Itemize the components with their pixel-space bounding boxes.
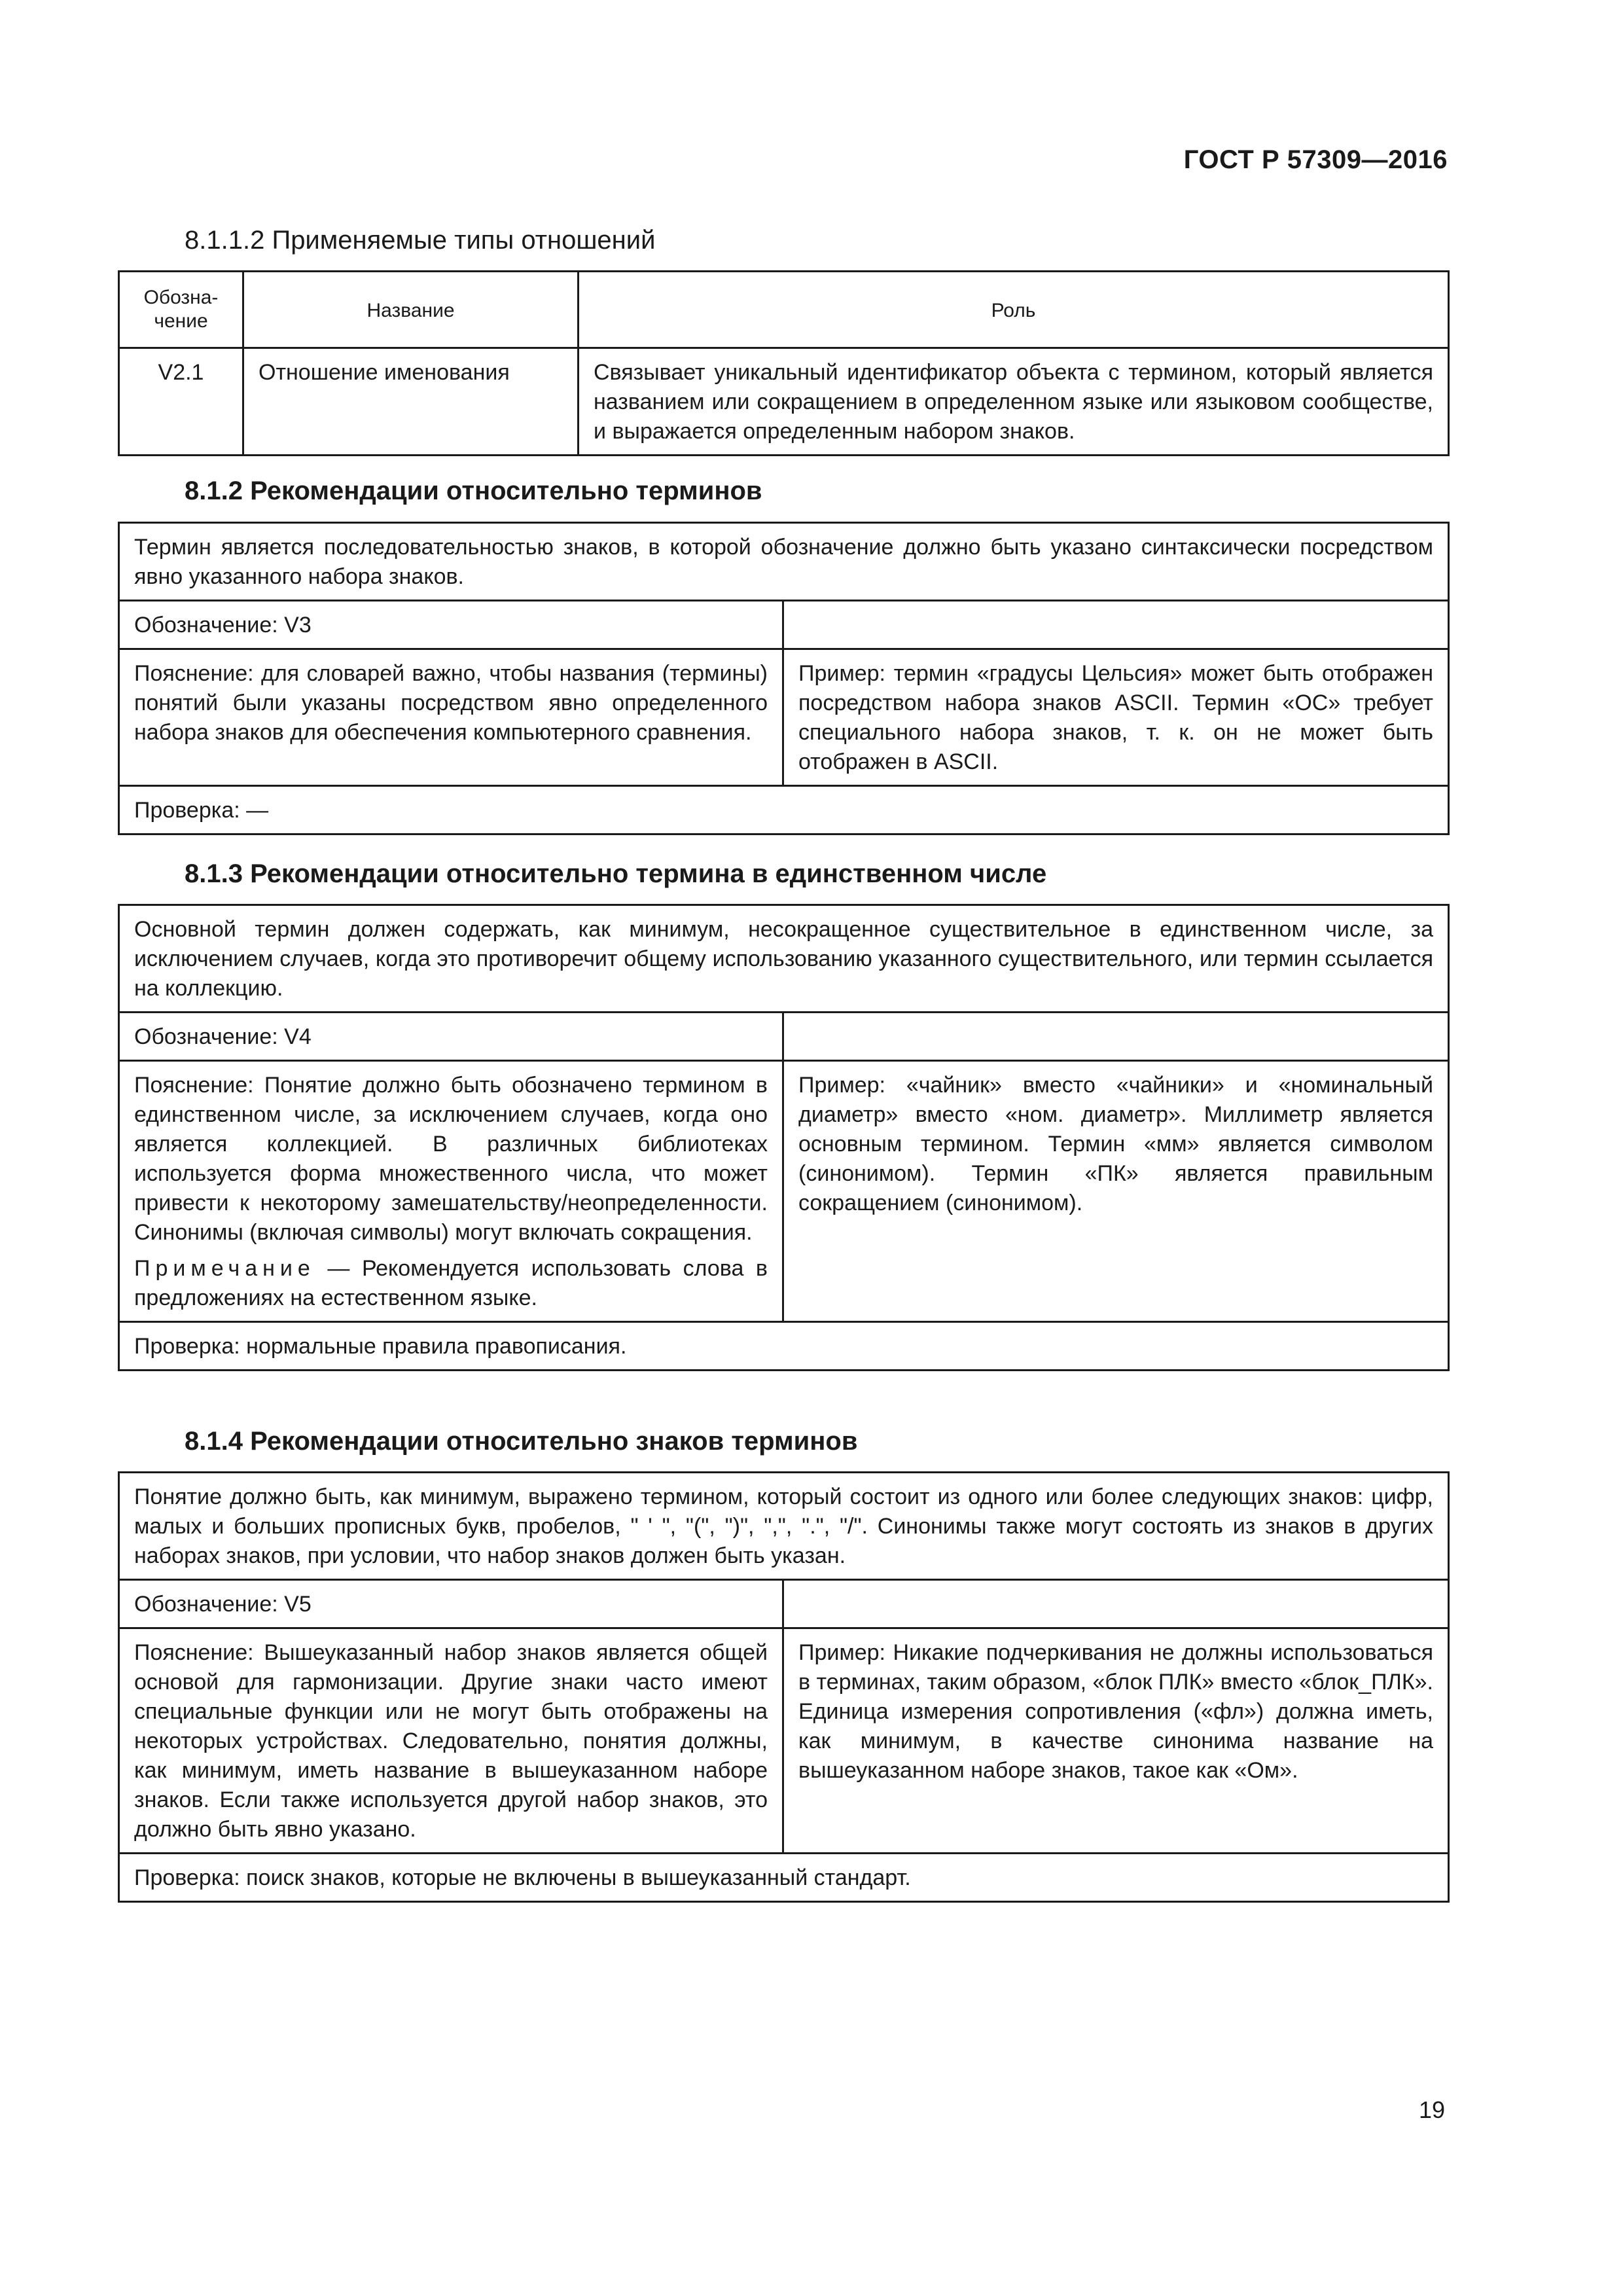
designation-cell: Обозначение: V3: [119, 601, 783, 649]
note-label: Примечание: [134, 1256, 315, 1281]
document-id-header: ГОСТ Р 57309—2016: [1183, 145, 1448, 174]
example-cell: Пример: «чайник» вместо «чайники» и «номинальный диаметр» вместо «ном. диаметр». Миллиметр является основным термином. Термин «мм» является символом (синонимом). Термин «ПК» является правильным сокращением (синонимом).: [783, 1061, 1449, 1322]
designation-cell: Обозначение: V5: [119, 1580, 783, 1628]
row-role: Связывает уникальный идентификатор объекта с термином, который является названием или сокращением в определенном языке или языковом сообществе, и выражается определенным набором знаков.: [579, 348, 1449, 456]
statement-cell: Понятие должно быть, как минимум, выражено термином, который состоит из одного или более следующих знаков: цифр, малых и больших прописных букв, пробелов, " ' ", "(", ")", ",", ".", "/". Синонимы также могут состоять из знаков в других наборах знаков, при условии, что набор знаков должен быть указан.: [119, 1473, 1449, 1580]
column-header-code: Обозна- чение: [119, 272, 243, 348]
table-header-row: [119, 272, 1449, 348]
check-cell: Проверка: нормальные правила правописания.: [119, 1322, 1449, 1371]
section-heading-8-1-1-2: 8.1.1.2 Применяемые типы отношений: [185, 226, 656, 255]
note-paragraph: [134, 1254, 768, 1313]
designation-cell: Обозначение: V4: [119, 1013, 783, 1061]
recommendation-table-v5: [118, 1471, 1450, 1903]
page-number: 19: [1418, 2096, 1445, 2123]
recommendation-table-v4: [118, 904, 1450, 1371]
explanation-cell: [119, 1061, 783, 1322]
statement-cell: Основной термин должен содержать, как минимум, несокращенное существительное в единственном числе, за исключением случаев, когда это противоречит общему использованию указанного существительного, или термин ссылается на коллекцию.: [119, 905, 1449, 1013]
recommendation-table-v3: [118, 522, 1450, 835]
section-heading-8-1-3: 8.1.3 Рекомендации относительно термина в единственном числе: [185, 859, 1047, 888]
explanation-cell: Пояснение: для словарей важно, чтобы названия (термины) понятий были указаны посредством явно определенного набора знаков для обеспечения компьютерного сравнения.: [119, 649, 783, 786]
note-text: — Рекомендуется использовать слова в предложениях на естественном языке.: [134, 1256, 768, 1310]
explanation-cell: Пояснение: Вышеуказанный набор знаков является общей основой для гармонизации. Другие знаки часто имеют специальные функции или не могут быть отображены на некоторых устройствах. Следовательно, понятия должны, как минимум, иметь название в вышеуказанном наборе знаков. Если также используется другой набор знаков, это должно быть явно указано.: [119, 1628, 783, 1854]
example-cell: Пример: Никакие подчеркивания не должны использоваться в терминах, таким образом, «блок ПЛК» вместо «блок_ПЛК». Единица измерения сопротивления («фл») должна иметь, как минимум, в качестве синонима название на вышеуказанном наборе знаков, такое как «Ом».: [783, 1628, 1449, 1854]
statement-cell: Термин является последовательностью знаков, в которой обозначение должно быть указано синтаксически посредством явно указанного набора знаков.: [119, 523, 1449, 601]
section-heading-8-1-2: 8.1.2 Рекомендации относительно терминов: [185, 476, 762, 505]
relation-types-table: [118, 270, 1450, 456]
table-row: [119, 348, 1449, 456]
column-header-name: Название: [243, 272, 579, 348]
column-header-role: Роль: [579, 272, 1449, 348]
check-cell: Проверка: —: [119, 786, 1449, 834]
designation-empty-cell: [783, 1013, 1449, 1061]
designation-empty-cell: [783, 601, 1449, 649]
explanation-text: Пояснение: Понятие должно быть обозначено термином в единственном числе, за исключением случаев, когда оно является коллекцией. В различных библиотеках используется форма множественного числа, что может привести к некоторому замешательству/неопределенности. Синонимы (включая символы) могут включать сокращения.: [134, 1073, 768, 1245]
example-cell: Пример: термин «градусы Цельсия» может быть отображен посредством набора знаков ASCII. Термин «ОС» требует специального набора знаков, т. к. он не может быть отображен в ASCII.: [783, 649, 1449, 786]
row-code: V2.1: [119, 348, 243, 456]
section-heading-8-1-4: 8.1.4 Рекомендации относительно знаков терминов: [185, 1427, 858, 1456]
check-cell: Проверка: поиск знаков, которые не включены в вышеуказанный стандарт.: [119, 1854, 1449, 1902]
row-name: Отношение именования: [243, 348, 579, 456]
designation-empty-cell: [783, 1580, 1449, 1628]
